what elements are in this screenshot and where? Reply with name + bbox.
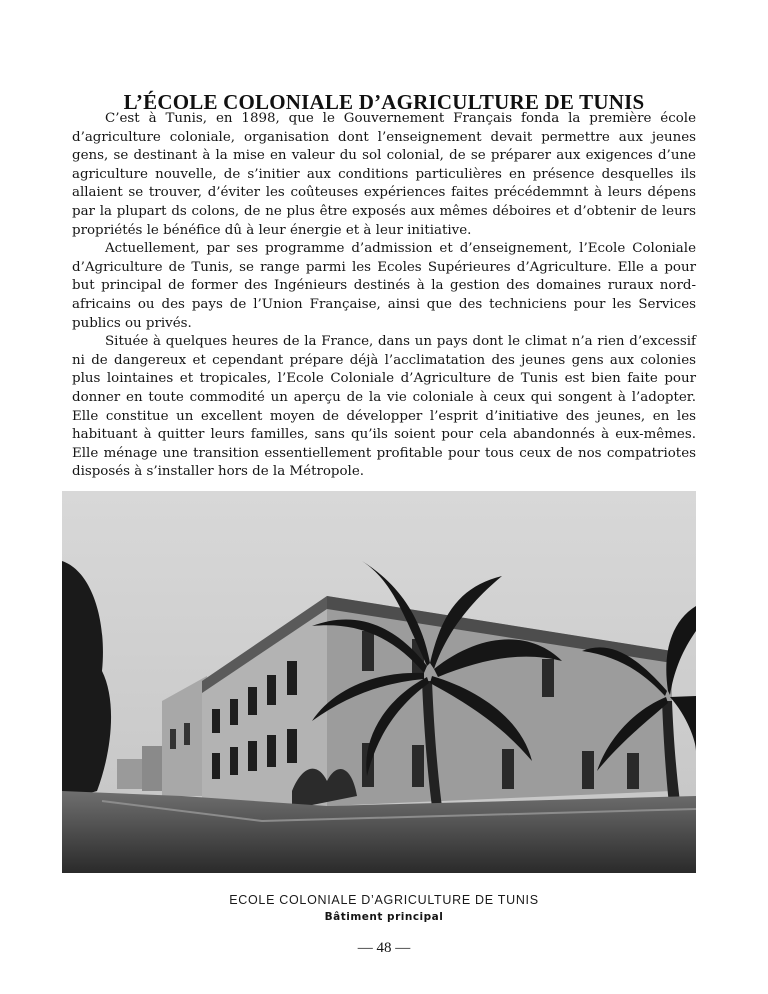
page-number: — 48 — <box>357 940 411 956</box>
paragraph: C’est à Tunis, en 1898, que le Gouvernement Français fonda la première école d’agriculture coloniale, organisation dont l’enseignement devait permettre aux jeunes gens, se destinant à la mise en valeur du sol colonial, de se préparer aux exigences d’une agriculture nouvelle, de s’initier aux conditions particulières en présence desquelles ils allaient se trouver, d’éviter les coûteuses expériences faites précédemmnt à leurs dépens par la plupart ds colons, de ne plus être exposés aux mêmes déboires et d’obtenir de leurs propriétés le bénéfice dû à leur énergie et à leur initiative. <box>72 111 696 238</box>
photo-caption: ECOLE COLONIALE D’AGRICULTURE DE TUNIS <box>229 893 539 907</box>
article-body <box>72 110 696 482</box>
paragraph: Située à quelques heures de la France, dans un pays dont le climat n’a rien d’excessif ni de dangereux et cependant prépare déjà l’acclimatation des jeunes gens aux colonies plus lointaines et tropicales, l’Ecole Coloniale d’Agriculture de Tunis est bien faite pour donner en toute commodité un aperçu de la vie coloniale à ceux qui songent à l’adopter. Elle constitue un excellent moyen de développer l’esprit d’initiative des jeunes, en les habituant à quitter leurs familles, sans qu’ils soient pour cela abandonnés à eux-mêmes. Elle ménage une transition essentiellement profitable pour tous ceux de nos compatriotes disposés à s’installer hors de la Métropole. <box>72 334 696 480</box>
page-title: L’ÉCOLE COLONIALE D’AGRICULTURE DE TUNIS <box>123 90 645 115</box>
school-building-photo <box>62 491 696 873</box>
paragraph: Actuellement, par ses programme d’admission et d’enseignement, l’Ecole Coloniale d’Agriculture de Tunis, se range parmi les Ecoles Supérieures d’Agriculture. Elle a pour but principal de former des Ingénieurs destinés à la gestion des domaines ruraux nord-africains ou des pays de l’Union Française, ainsi que des techniciens pour les Services publics ou privés. <box>72 241 696 331</box>
photo-subcaption: Bâtiment principal <box>324 911 444 923</box>
